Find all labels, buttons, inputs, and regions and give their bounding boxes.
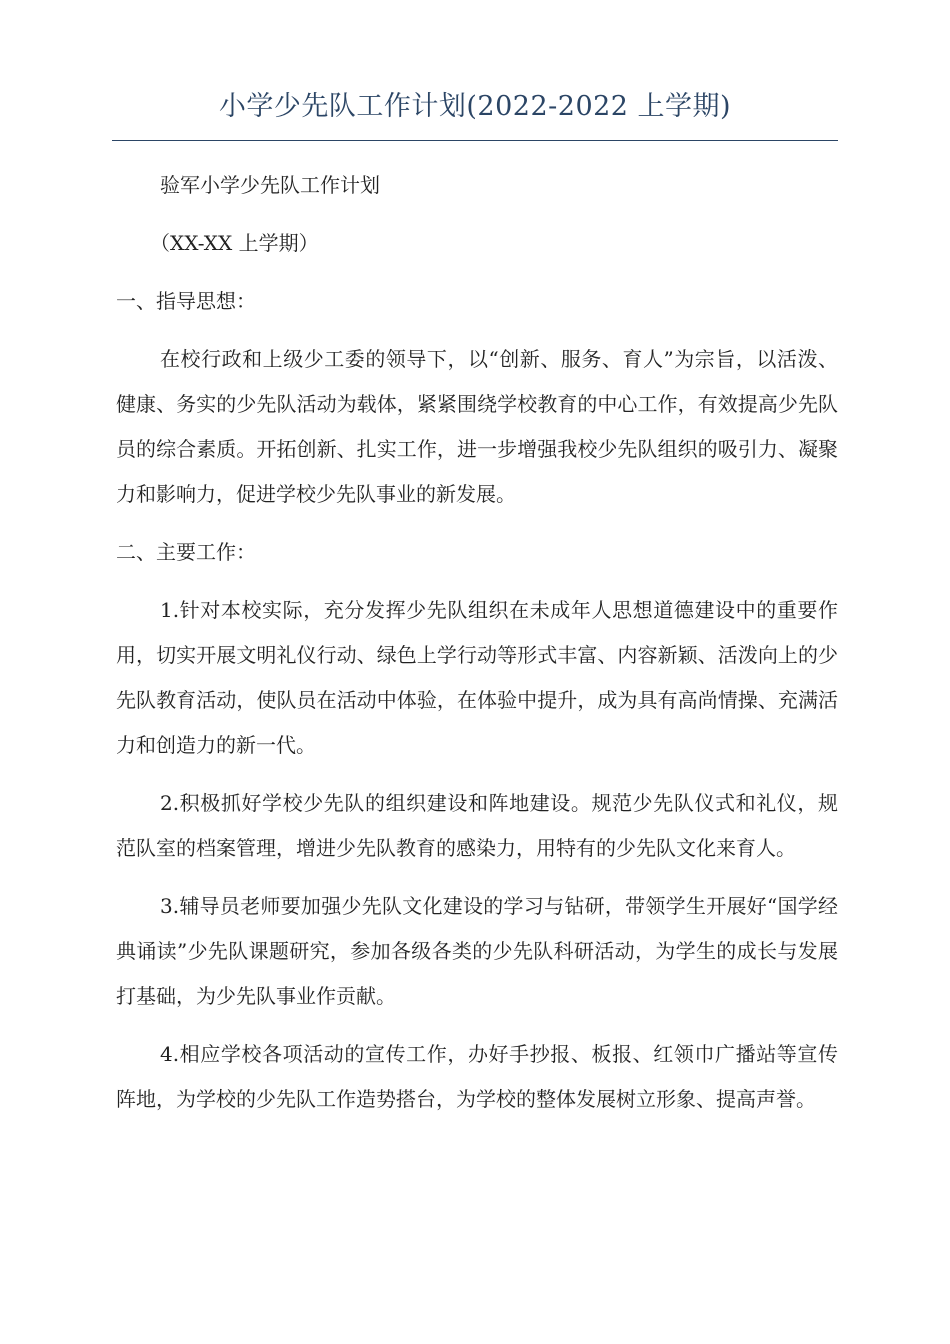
work-item-3: 3.辅导员老师要加强少先队文化建设的学习与钻研，带领学生开展好“国学经典诵读”少先队课题研究，参加各级各类的少先队科研活动，为学生的成长与发展打基础，为少先队事业作贡献。 xyxy=(116,894,838,1008)
title-underline xyxy=(112,140,838,141)
work-item-4: 4.相应学校各项活动的宣传工作，办好手抄报、板报、红领巾广播站等宣传阵地，为学校的少先队工作造势搭台，为学校的整体发展树立形象、提高声誉。 xyxy=(116,1042,838,1111)
section-heading-main-work: 二、主要工作： xyxy=(116,540,256,564)
work-item-1: 1.针对本校实际，充分发挥少先队组织在未成年人思想道德建设中的重要作用，切实开展文明礼仪行动、绿色上学行动等形式丰富、内容新颖、活泼向上的少先队教育活动，使队员在活动中体验，在体验中提升，成为具有高尚情操、充满活力和创造力的新一代。 xyxy=(116,598,838,757)
section-body-guiding-thought: 在校行政和上级少工委的领导下，以“创新、服务、育人”为宗旨，以活泼、健康、务实的少先队活动为载体，紧紧围绕学校教育的中心工作，有效提高少先队员的综合素质。开拓创新、扎实工作，进一步增强我校少先队组织的吸引力、凝聚力和影响力，促进学校少先队事业的新发展。 xyxy=(116,347,838,506)
section-heading-guiding-thought: 一、指导思想： xyxy=(116,289,256,313)
work-item-2: 2.积极抓好学校少先队的组织建设和阵地建设。规范少先队仪式和礼仪，规范队室的档案管理，增进少先队教育的感染力，用特有的少先队文化来育人。 xyxy=(116,791,838,860)
document-body xyxy=(116,163,838,1135)
plan-subtitle: 验军小学少先队工作计划 xyxy=(160,173,380,197)
plan-term: （XX-XX 上学期） xyxy=(150,231,319,255)
document-title: 小学少先队工作计划(2022-2022 上学期) xyxy=(218,91,732,122)
